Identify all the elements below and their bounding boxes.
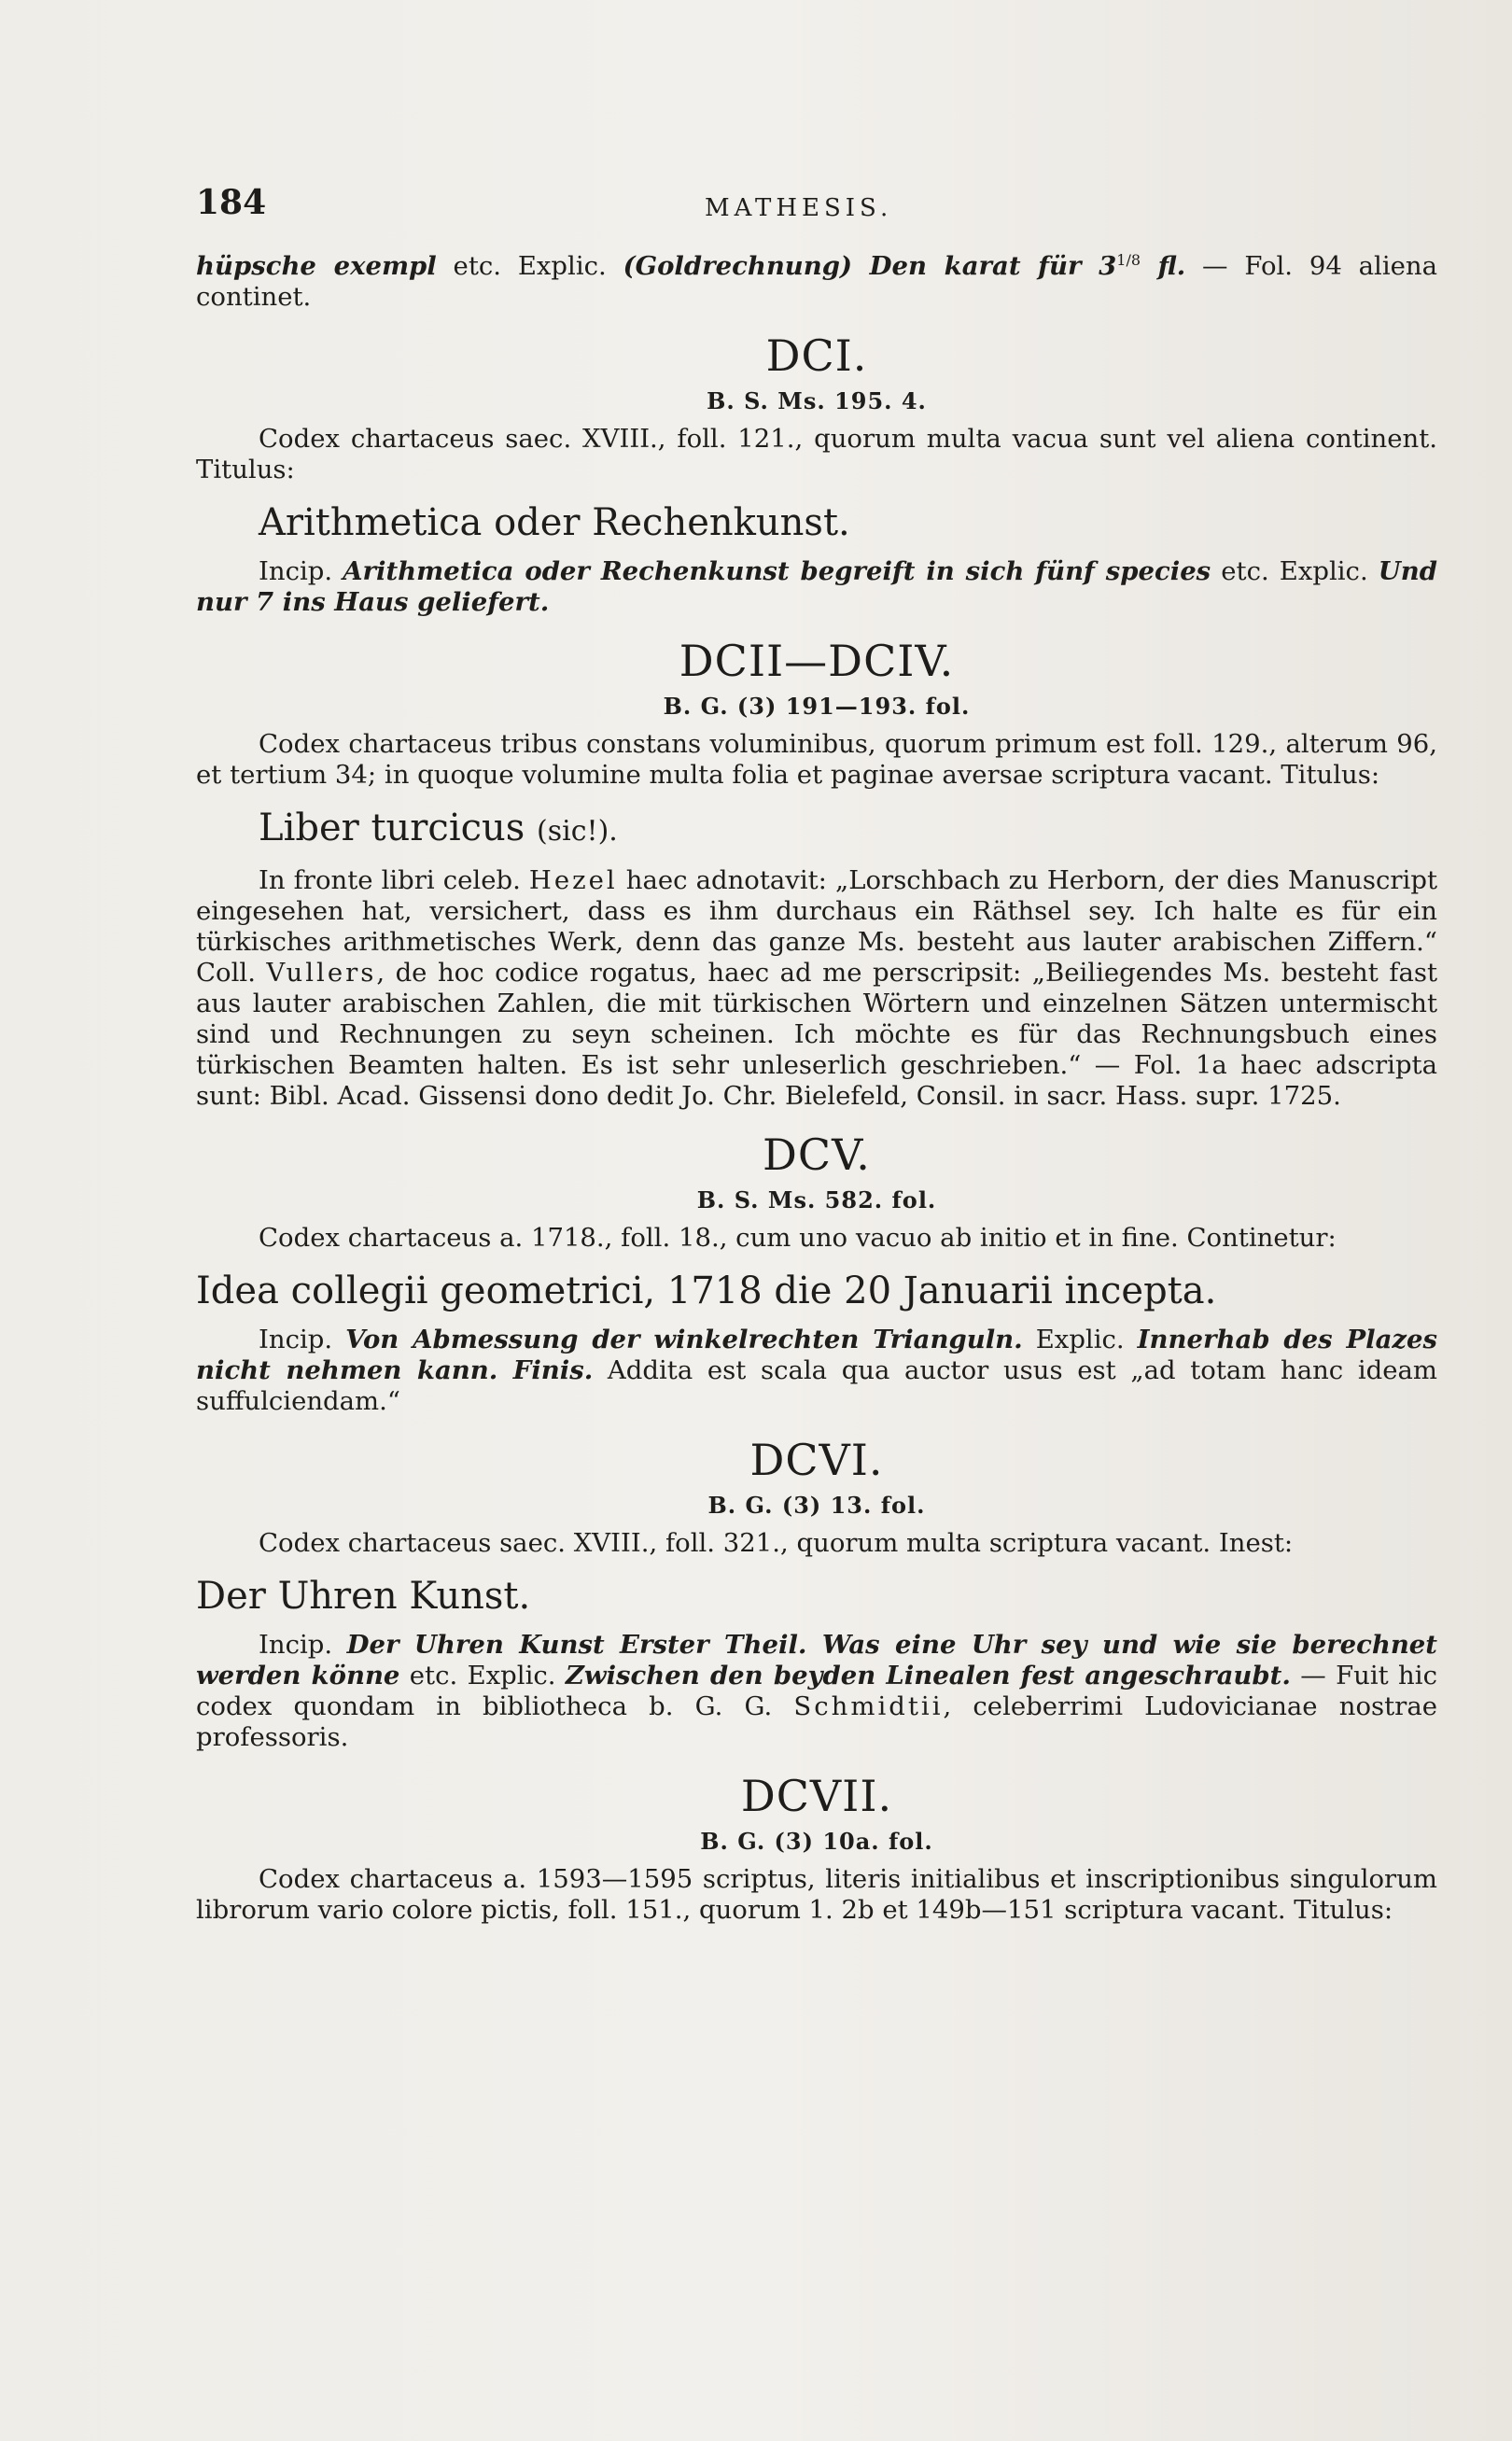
- entry-dcv: [196, 1130, 1437, 1417]
- entry-signature: B. G. (3) 10a. fol.: [700, 1828, 933, 1856]
- entry-description: Codex chartaceus saec. XVIII., foll. 121., quorum multa vacua sunt vel aliena continent. Titulus:: [196, 424, 1437, 485]
- entry-incipit: Incip. Arithmetica oder Rechenkunst begreift in sich fünf species etc. Explic. Und nur 7 ins Haus geliefert.: [196, 556, 1437, 618]
- entry-title: Arithmetica oder Rechenkunst.: [259, 501, 850, 545]
- entry-description: Codex chartaceus a. 1718., foll. 18., cum uno vacuo ab initio et in fine. Continetur:: [259, 1223, 1337, 1254]
- entry-dcvi: [196, 1436, 1437, 1753]
- entry-incipit: Incip. Der Uhren Kunst Erster Theil. Was eine Uhr sey und wie sie berechnet werden könne etc. Explic. Zwischen den beyden Linealen fest angeschraubt. — Fuit hic codex quondam in bibliotheca b. G. G. Schmidtii, celeberrimi Ludovicianae nostrae professoris.: [196, 1630, 1438, 1753]
- page-body: [196, 245, 1437, 1926]
- entry-signature: B. G. (3) 13. fol.: [707, 1492, 926, 1520]
- entry-dci: [196, 331, 1437, 618]
- entry-number: DCVI.: [749, 1435, 884, 1486]
- entry-description: Codex chartaceus saec. XVIII., foll. 321., quorum multa scriptura vacant. Inest:: [259, 1528, 1294, 1559]
- entry-number: DCI.: [765, 330, 868, 382]
- continuation-italic: hüpsche exempl: [196, 251, 437, 282]
- entry-number: DCV.: [763, 1129, 871, 1181]
- entry-continuation: [196, 245, 1437, 313]
- entry-number: DCVII.: [740, 1771, 893, 1822]
- person-name: Hezel: [528, 865, 618, 896]
- entry-note: In fronte libri celeb. Hezel haec adnotavit: „Lorschbach zu Herborn, der dies Manuscript eingesehen hat, versichert, dass es ihm durchaus ein Räthsel sey. Ich halte es für ein türkisches arithmetisches Werk, denn das ganze Ms. besteht aus lauter arabischen Ziffern.“ Coll. Vullers, de hoc codice rogatus, haec ad me perscripsit: „Beiliegendes Ms. besteht fast aus lauter arabischen Zahlen, die mit türkischen Wörtern und einzelnen Sätzen untermischt sind und Rechnungen zu seyn scheinen. Ich möchte es für das Rechnungsbuch eines türkischen Beamten halten. Es ist sehr unleserlich geschrieben.“ — Fol. 1a haec adscripta sunt: Bibl. Acad. Gissensi dono dedit Jo. Chr. Bielefeld, Consil. in sacr. Hass. supr. 1725.: [196, 865, 1438, 1112]
- person-name: Vullers: [266, 958, 377, 989]
- entry-description: Codex chartaceus a. 1593—1595 scriptus, literis initialibus et inscriptionibus singulorum librorum vario colore pictis, foll. 151., quorum 1. 2b et 149b—151 scriptura vacant. Titulus:: [196, 1864, 1437, 1926]
- page-header: [196, 183, 1437, 230]
- entry-dcvii: [196, 1772, 1437, 1926]
- entry-number: DCII—DCIV.: [679, 636, 955, 687]
- entry-title: Der Uhren Kunst.: [196, 1575, 531, 1619]
- entry-description: Codex chartaceus tribus constans voluminibus, quorum primum est foll. 129., alterum 96, et tertium 34; in quoque volumine multa folia et paginae aversae scriptura vacant. Titulus:: [196, 729, 1437, 791]
- entry-title: Liber turcicus (sic!).: [259, 807, 618, 850]
- running-title: MATHESIS.: [705, 194, 893, 222]
- entry-signature: B. S. Ms. 582. fol.: [696, 1186, 937, 1214]
- page-number: 184: [196, 183, 267, 222]
- entry-dcii-dciv: [196, 637, 1437, 1112]
- entry-signature: B. G. (3) 191—193. fol.: [663, 693, 971, 721]
- entry-title: Idea collegii geometrici, 1718 die 20 Januarii incepta.: [196, 1270, 1217, 1313]
- continuation-paragraph: hüpsche exempl etc. Explic. (Goldrechnung) Den karat für $3^{1/8}$ fl. — Fol. 94 aliena continet.: [196, 251, 1438, 313]
- entry-signature: B. S. Ms. 195. 4.: [707, 387, 927, 415]
- person-name: Schmidtii: [793, 1691, 944, 1722]
- entry-incipit: Incip. Von Abmessung der winkelrechten Trianguln. Explic. Innerhab des Plazes nicht nehmen kann. Finis. Addita est scala qua auctor usus est „ad totam hanc ideam suffulciendam.“: [196, 1325, 1437, 1417]
